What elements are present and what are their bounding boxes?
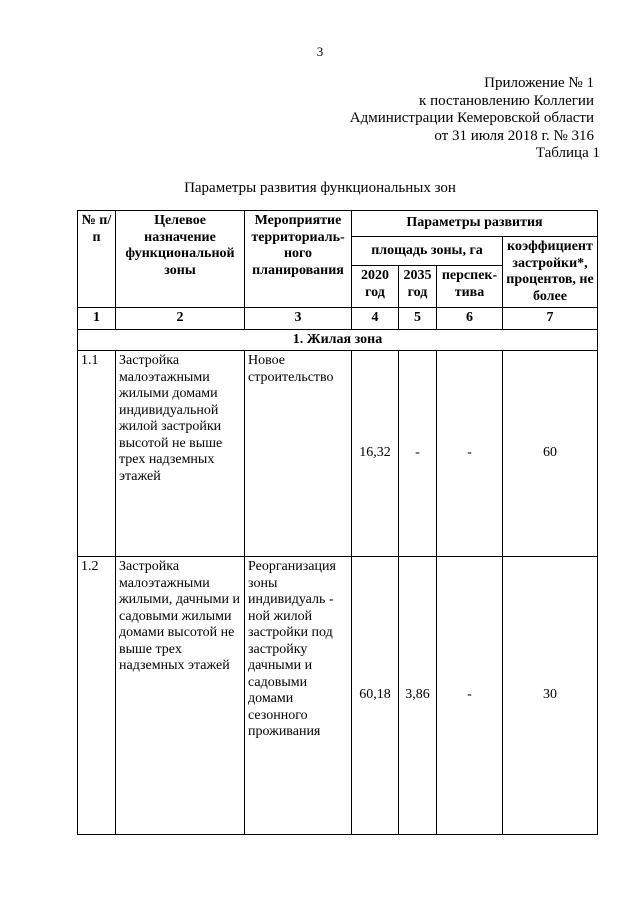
table-row: [78, 557, 598, 835]
row-num: 1.2: [78, 557, 116, 835]
appendix-header: [349, 75, 600, 163]
row-activity: Реорганизация зоны индивидуаль - ной жилой застройки под застройку дачными и садовыми домами сезонного проживания: [245, 557, 352, 835]
row-num: 1.1: [78, 351, 116, 557]
row-purpose: Застройка малоэтажными жилыми, дачными и садовыми жилыми домами высотой не выше трех надземных этажей: [116, 557, 245, 835]
row-coefficient: 60: [503, 351, 598, 557]
row-year-2020: 60,18: [352, 557, 399, 835]
header-purpose: Целевое назначение функциональной зоны: [116, 211, 245, 308]
header-perspective: перспек-тива: [437, 266, 503, 308]
table-label: Таблица 1: [535, 145, 600, 161]
appendix-line-3: Администрации Кемеровской области: [349, 110, 594, 126]
parameters-table: [77, 210, 598, 835]
row-coefficient: 30: [503, 557, 598, 835]
col-number: 3: [245, 308, 352, 330]
col-number: 2: [116, 308, 245, 330]
col-number: 7: [503, 308, 598, 330]
header-activity: Мероприятие территориаль-ного планирования: [245, 211, 352, 308]
appendix-line-1: Приложение № 1: [484, 75, 594, 91]
header-year-2020: 2020 год: [352, 266, 399, 308]
header-year-2035: 2035 год: [399, 266, 437, 308]
zone-title: 1. Жилая зона: [78, 329, 598, 351]
col-number: 6: [437, 308, 503, 330]
row-year-2020: 16,32: [352, 351, 399, 557]
row-perspective: -: [437, 557, 503, 835]
table-row: [78, 351, 598, 557]
col-number: 1: [78, 308, 116, 330]
header-num: № п/п: [78, 211, 116, 308]
page-number: 3: [316, 44, 324, 59]
row-activity: Новое строительство: [245, 351, 352, 557]
row-perspective: -: [437, 351, 503, 557]
document-title: Параметры развития функциональных зон: [184, 180, 456, 196]
header-coef: коэффициент застройки*, процентов, не более: [503, 237, 598, 308]
col-number: 4: [352, 308, 399, 330]
row-year-2035: -: [399, 351, 437, 557]
col-number: 5: [399, 308, 437, 330]
row-year-2035: 3,86: [399, 557, 437, 835]
appendix-line-4: от 31 июля 2018 г. № 316: [434, 127, 594, 144]
row-purpose: Застройка малоэтажными жилыми домами индивидуальной жилой застройки высотой не выше трех надземных этажей: [116, 351, 245, 557]
header-params: Параметры развития: [352, 211, 598, 237]
appendix-line-2: к постановлению Коллегии: [419, 92, 594, 109]
header-area: площадь зоны, га: [352, 237, 503, 266]
